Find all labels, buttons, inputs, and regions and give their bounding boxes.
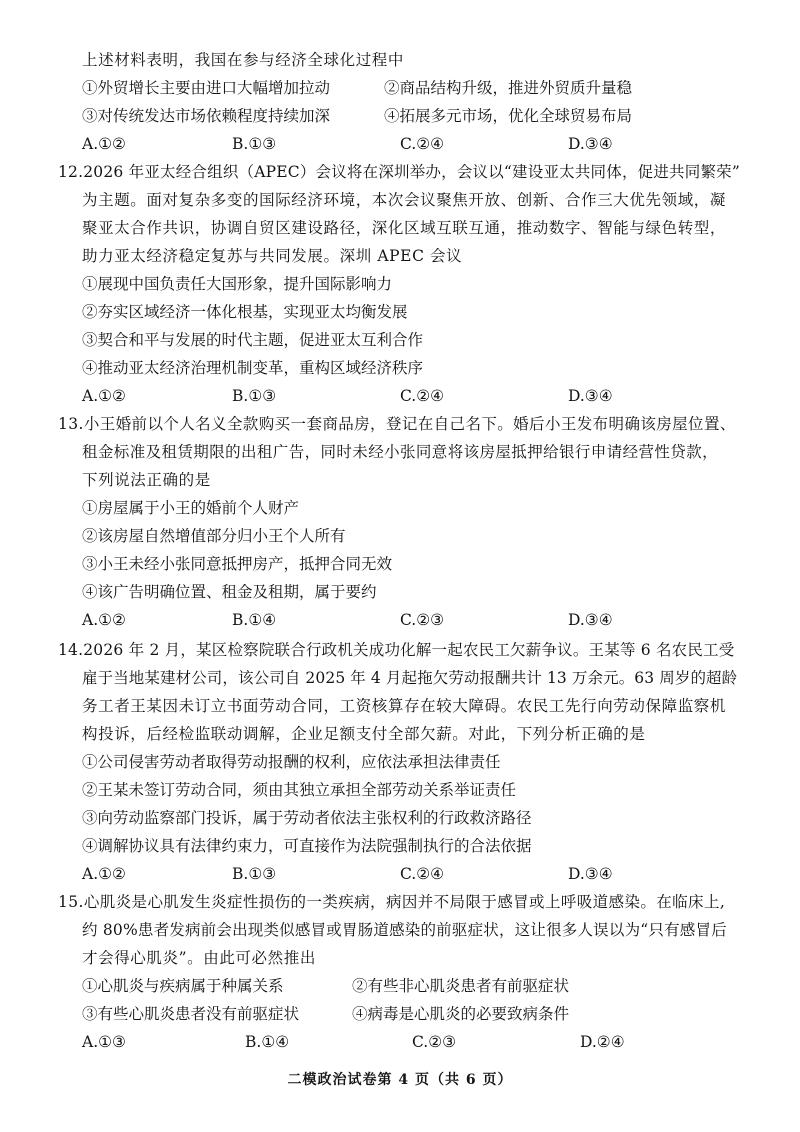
q13-choice-c: C.②③: [400, 611, 445, 629]
q12-choice-d: D.③④: [568, 387, 613, 405]
q13-stem-line-2: 租金标准及租赁期限的出租广告，同时未经小张同意将该房屋抵押给银行申请经营性贷款，: [82, 443, 719, 461]
q14-statement-2: ②王某未签订劳动合同，须由其独立承担全部劳动关系举证责任: [82, 781, 517, 799]
q13-stem-line-3: 下列说法正确的是: [82, 471, 211, 489]
q15-statement-2: ②有些非心肌炎患者有前驱症状: [352, 977, 570, 995]
q14-statement-3: ③向劳动监察部门投诉，属于劳动者依法主张权利的行政救济路径: [82, 809, 532, 827]
q14-choice-d: D.③④: [568, 865, 613, 883]
q14-statement-4: ④调解协议具有法律约束力，可直接作为法院强制执行的合法依据: [82, 837, 532, 855]
q15-choice-c: C.②③: [412, 1033, 457, 1051]
q14-stem-line-2: 雇于当地某建材公司，该公司自 2025 年 4 月起拖欠劳动报酬共计 13 万余元。63 周岁的超龄: [82, 669, 738, 687]
q14-statement-1: ①公司侵害劳动者取得劳动报酬的权利，应依法承担法律责任: [82, 753, 501, 771]
q12-statement-3: ③契合和平与发展的时代主题，促进亚太互利合作: [82, 331, 424, 349]
q14-choice-b: B.①③: [232, 865, 277, 883]
q13-choice-a: A.①②: [82, 611, 126, 629]
q13-choice-d: D.③④: [568, 611, 613, 629]
q11-choice-c: C.②④: [400, 135, 445, 153]
q13-statement-3: ③小王未经小张同意抵押房产，抵押合同无效: [82, 555, 393, 573]
q15-choice-d: D.②④: [580, 1033, 625, 1051]
q12-choice-c: C.②④: [400, 387, 445, 405]
q15-stem-line-1: 15.心肌炎是心肌发生炎症性损伤的一类疾病，病因并不局限于感冒或上呼吸道感染。在临床上,: [58, 893, 726, 911]
q12-stem-line-2: 为主题。面对复杂多变的国际经济环境，本次会议聚焦开放、创新、合作三大优先领域，凝: [82, 191, 727, 209]
q14-stem-line-3: 务工者王某因未订立书面劳动合同，工资核算存在较大障碍。农民工先行向劳动保障监察机: [82, 697, 727, 715]
q11-statement-2: ②商品结构升级，推进外贸质升量稳: [384, 79, 633, 97]
q12-statement-1: ①展现中国负责任大国形象，提升国际影响力: [82, 275, 393, 293]
q11-statement-3: ③对传统发达市场依赖程度持续加深: [82, 107, 331, 125]
q12-choice-b: B.①③: [232, 387, 277, 405]
q15-choice-b: B.①④: [245, 1033, 290, 1051]
q12-stem-line-4: 助力亚太经济稳定复苏与共同发展。深圳 APEC 会议: [82, 247, 463, 265]
q11-statement-4: ④拓展多元市场，优化全球贸易布局: [384, 107, 633, 125]
q11-statement-1: ①外贸增长主要由进口大幅增加拉动: [82, 79, 331, 97]
q12-stem-line-1: 12.2026 年亚太经合组织（APEC）会议将在深圳举办，会议以“建设亚太共同体，促进共同繁荣”: [58, 163, 740, 181]
q15-statement-4: ④病毒是心肌炎的必要致病条件: [352, 1005, 570, 1023]
q11-choice-d: D.③④: [568, 135, 613, 153]
q14-stem-line-4: 构投诉，后经检监联动调解，企业足额支付全部欠薪。对此，下列分析正确的是: [82, 725, 646, 743]
q13-stem-line-1: 13.小王婚前以个人名义全款购买一套商品房，登记在自己名下。婚后小王发布明确该房屋位置、: [58, 415, 736, 433]
q12-stem-line-3: 聚亚太合作共识，协调自贸区建设路径，深化区域互联互通，推动数字、智能与绿色转型，: [82, 219, 727, 237]
q14-stem-line-1: 14.2026 年 2 月，某区检察院联合行政机关成功化解一起农民工欠薪争议。王某等 6 名农民工受: [58, 641, 735, 659]
q14-choice-a: A.①②: [82, 865, 126, 883]
q12-statement-4: ④推动亚太经济治理机制变革，重构区域经济秩序: [82, 359, 424, 377]
q13-choice-b: B.①④: [232, 611, 277, 629]
q15-statement-3: ③有些心肌炎患者没有前驱症状: [82, 1005, 300, 1023]
page-footer: 二模政治试卷第 4 页（共 6 页）: [287, 1072, 513, 1088]
q15-statement-1: ①心肌炎与疾病属于种属关系: [82, 977, 284, 995]
q11-stem-tail: 上述材料表明，我国在参与经济全球化过程中: [82, 51, 405, 69]
q11-choice-b: B.①③: [232, 135, 277, 153]
q11-choice-a: A.①②: [82, 135, 126, 153]
q12-choice-a: A.①②: [82, 387, 126, 405]
q15-stem-line-3: 才会得心肌炎”。由此可必然推出: [82, 949, 316, 967]
q15-choice-a: A.①③: [82, 1033, 126, 1051]
q12-statement-2: ②夯实区域经济一体化根基，实现亚太均衡发展: [82, 303, 408, 321]
q15-stem-line-2: 约 80%患者发病前会出现类似感冒或胃肠道感染的前驱症状，这让很多人误以为“只有感冒后: [82, 921, 727, 939]
q13-statement-2: ②该房屋自然增值部分归小王个人所有: [82, 527, 346, 545]
q14-choice-c: C.②④: [400, 865, 445, 883]
q13-statement-4: ④该广告明确位置、租金及租期，属于要约: [82, 583, 377, 601]
q13-statement-1: ①房屋属于小王的婚前个人财产: [82, 499, 300, 517]
